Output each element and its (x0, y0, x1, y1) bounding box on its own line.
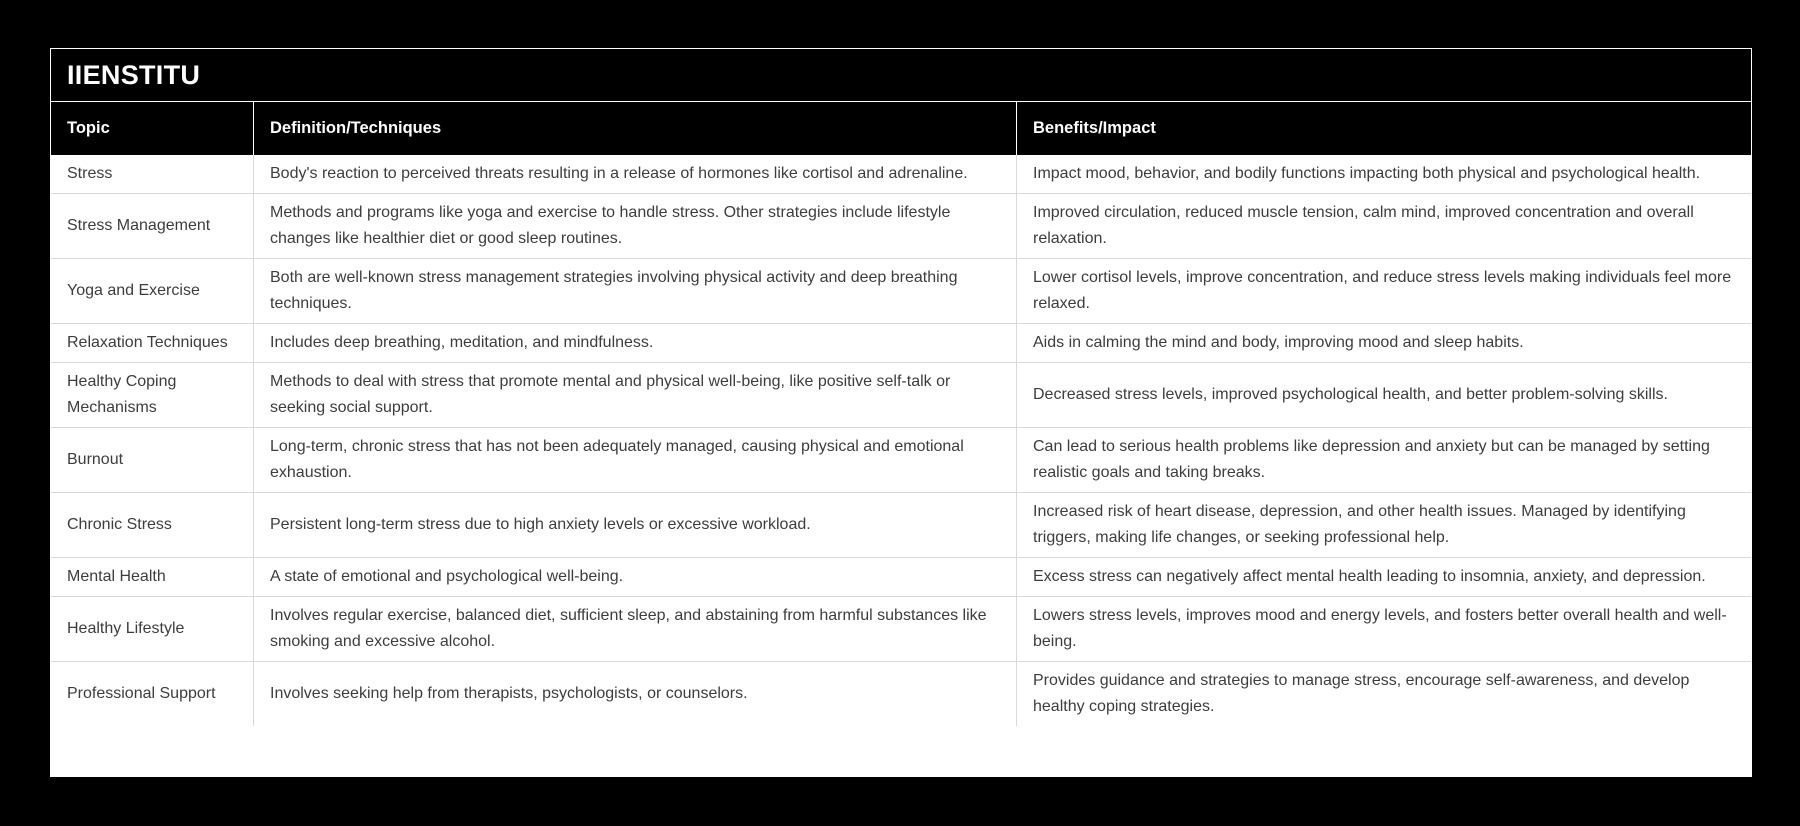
table-row (51, 558, 1751, 597)
card-title: IIENSTITU (67, 59, 201, 90)
definition-cell: Body's reaction to perceived threats resulting in a release of hormones like cortisol and adrenaline. (253, 155, 1016, 193)
table-card (50, 48, 1752, 777)
topic-cell: Stress (67, 165, 113, 182)
topic-cell: Relaxation Techniques (67, 334, 228, 351)
benefit-cell: Aids in calming the mind and body, improving mood and sleep habits. (1016, 324, 1751, 362)
benefit-cell: Increased risk of heart disease, depression, and other health issues. Managed by identifying triggers, making life changes, or seeking professional help. (1016, 493, 1751, 557)
table-body (51, 155, 1751, 776)
topic-cell: Yoga and Exercise (67, 282, 200, 299)
header-cell-topic: Topic (67, 119, 110, 137)
table-row (51, 493, 1751, 558)
header-cell-definition: Definition/Techniques (253, 102, 1016, 155)
benefit-cell: Excess stress can negatively affect mental health leading to insomnia, anxiety, and depression. (1016, 558, 1751, 596)
definition-cell: Methods to deal with stress that promote mental and physical well-being, like positive self-talk or seeking social support. (253, 363, 1016, 427)
topic-cell: Burnout (67, 451, 124, 468)
table-row (51, 662, 1751, 726)
benefit-cell: Lower cortisol levels, improve concentration, and reduce stress levels making individuals feel more relaxed. (1016, 259, 1751, 323)
table-row (51, 194, 1751, 259)
benefit-cell: Provides guidance and strategies to manage stress, encourage self-awareness, and develop healthy coping strategies. (1016, 662, 1751, 726)
table-row (51, 597, 1751, 662)
table-row (51, 428, 1751, 493)
definition-cell: Long-term, chronic stress that has not been adequately managed, causing physical and emotional exhaustion. (253, 428, 1016, 492)
benefit-cell: Can lead to serious health problems like depression and anxiety but can be managed by setting realistic goals and taking breaks. (1016, 428, 1751, 492)
definition-cell: Both are well-known stress management strategies involving physical activity and deep breathing techniques. (253, 259, 1016, 323)
card-title-bar (51, 49, 1751, 102)
benefit-cell: Improved circulation, reduced muscle tension, calm mind, improved concentration and overall relaxation. (1016, 194, 1751, 258)
benefit-cell: Impact mood, behavior, and bodily functions impacting both physical and psychological health. (1016, 155, 1751, 193)
topic-cell: Mental Health (67, 568, 166, 585)
topic-cell: Healthy Coping Mechanisms (67, 373, 177, 416)
definition-cell: A state of emotional and psychological well-being. (253, 558, 1016, 596)
topic-cell: Chronic Stress (67, 516, 172, 533)
table-row (51, 155, 1751, 194)
benefit-cell: Lowers stress levels, improves mood and energy levels, and fosters better overall health and well-being. (1016, 597, 1751, 661)
definition-cell: Involves seeking help from therapists, psychologists, or counselors. (253, 662, 1016, 726)
topic-cell: Healthy Lifestyle (67, 620, 185, 637)
definition-cell: Persistent long-term stress due to high anxiety levels or excessive workload. (253, 493, 1016, 557)
header-cell-benefits: Benefits/Impact (1016, 102, 1751, 155)
table-row (51, 324, 1751, 363)
definition-cell: Includes deep breathing, meditation, and mindfulness. (253, 324, 1016, 362)
table-row (51, 259, 1751, 324)
table-header-row (51, 102, 1751, 155)
table-row (51, 363, 1751, 428)
benefit-cell: Decreased stress levels, improved psychological health, and better problem-solving skills. (1016, 363, 1751, 427)
topic-cell: Professional Support (67, 685, 216, 702)
topic-cell: Stress Management (67, 217, 211, 234)
definition-cell: Involves regular exercise, balanced diet, sufficient sleep, and abstaining from harmful substances like smoking and excessive alcohol. (253, 597, 1016, 661)
definition-cell: Methods and programs like yoga and exercise to handle stress. Other strategies include lifestyle changes like healthier diet or good sleep routines. (253, 194, 1016, 258)
